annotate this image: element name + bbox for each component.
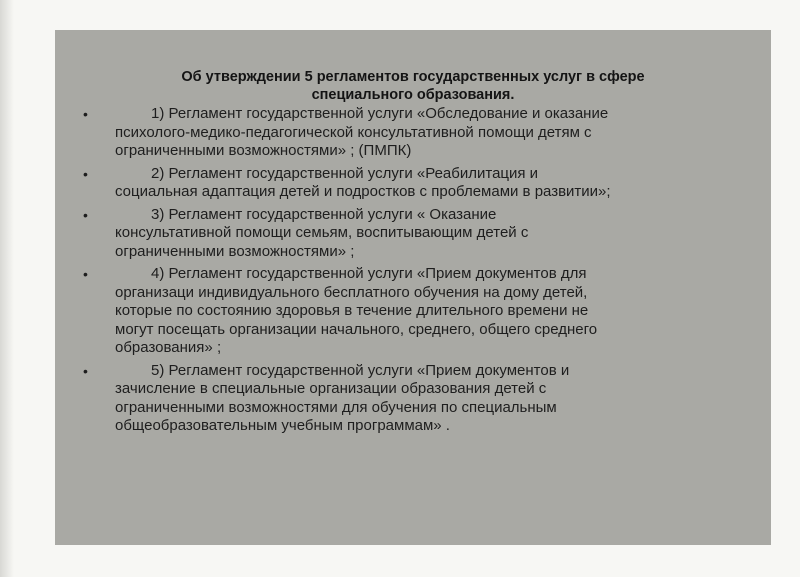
slide bbox=[55, 30, 771, 545]
bullet-icon: • bbox=[83, 266, 88, 282]
item-text-line: психолого-медико-педагогической консультативной помощи детям с bbox=[115, 123, 592, 141]
item-text-line: 3) Регламент государственной услуги « Оказание bbox=[151, 205, 497, 223]
title-line-2: специального образования. bbox=[311, 87, 515, 103]
item-text-line: организаци индивидуального бесплатного обучения на дому детей, bbox=[115, 283, 588, 301]
slide-title bbox=[55, 68, 771, 104]
item-text-line: ограниченными возможностями» ; (ПМПК) bbox=[115, 142, 412, 159]
item-text-line: 5) Регламент государственной услуги «Прием документов и bbox=[151, 361, 570, 379]
bullet-icon: • bbox=[83, 106, 88, 122]
item-text-line: социальная адаптация детей и подростков с проблемами в развитии»; bbox=[115, 183, 611, 200]
list-item bbox=[55, 165, 771, 202]
item-text-line: общеобразовательным учебным программам» . bbox=[115, 417, 450, 434]
item-text-line: консультативной помощи семьям, воспитывающим детей с bbox=[115, 224, 529, 241]
list-item bbox=[55, 105, 771, 161]
list-item bbox=[55, 362, 771, 436]
regulations-list bbox=[55, 105, 771, 436]
item-text-line: ограниченными возможностями для обучения по специальным bbox=[115, 398, 557, 416]
list-item bbox=[55, 265, 771, 358]
list-item bbox=[55, 206, 771, 262]
item-text-line: 2) Регламент государственной услуги «Реабилитация и bbox=[151, 164, 539, 182]
item-text-line: которые по состоянию здоровья в течение длительного времени не bbox=[115, 302, 589, 319]
item-text-line: ограниченными возможностями» ; bbox=[115, 242, 355, 260]
item-text-line: 4) Регламент государственной услуги «Прием документов для bbox=[151, 265, 587, 282]
item-text-line: зачисление в специальные организации образования детей с bbox=[115, 380, 547, 397]
bullet-icon: • bbox=[83, 165, 88, 182]
item-text-line: могут посещать организации начального, среднего, общего среднего bbox=[115, 320, 598, 338]
item-text-line: образования» ; bbox=[115, 339, 222, 356]
scan-edge bbox=[0, 0, 14, 577]
item-text-line: 1) Регламент государственной услуги «Обследование и оказание bbox=[151, 105, 609, 122]
title-line-1: Об утверждении 5 регламентов государственных услуг в сфере bbox=[181, 69, 645, 85]
bullet-icon: • bbox=[83, 206, 88, 223]
bullet-icon: • bbox=[83, 362, 88, 379]
